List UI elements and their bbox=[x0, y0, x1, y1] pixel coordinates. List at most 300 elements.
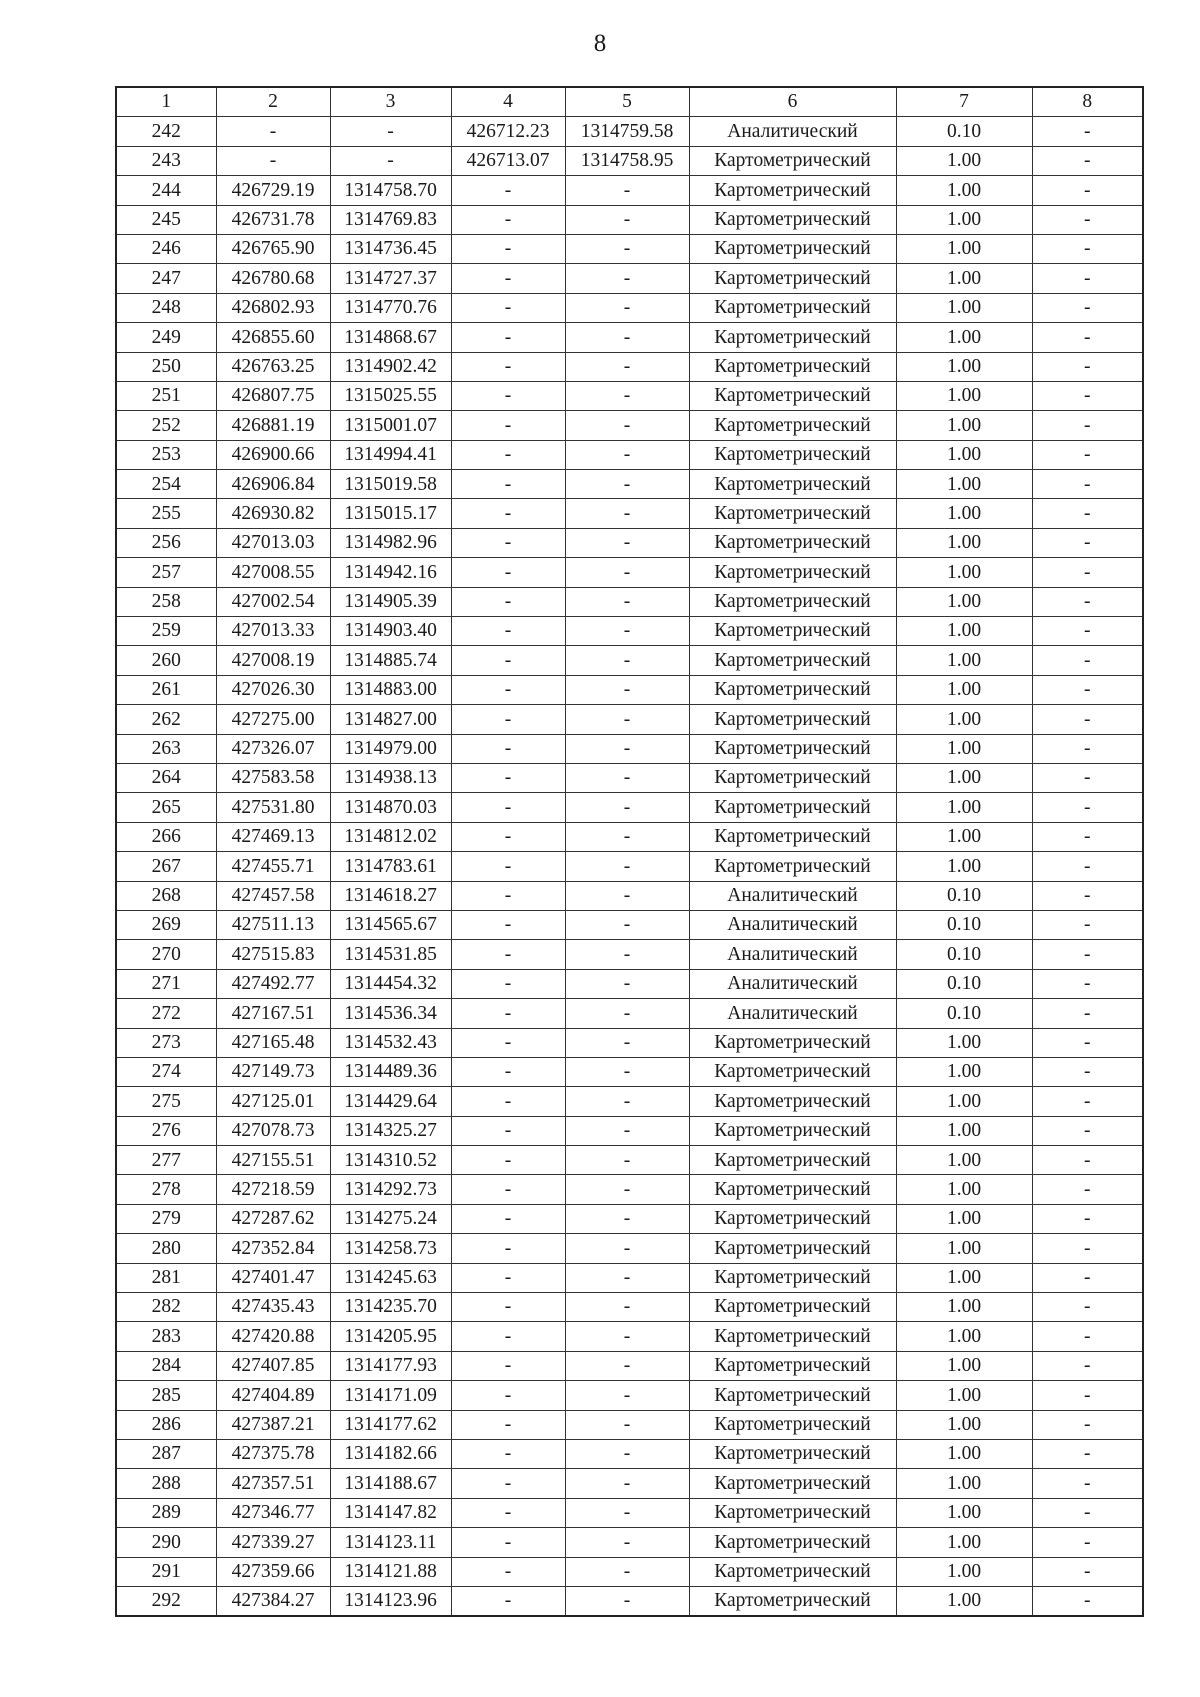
table-cell: 1314429.64 bbox=[330, 1087, 451, 1116]
table-cell: 426780.68 bbox=[216, 264, 330, 293]
table-row bbox=[116, 558, 1143, 587]
table-cell: 261 bbox=[116, 675, 216, 704]
table-cell: - bbox=[451, 940, 565, 969]
table-cell: - bbox=[1032, 1557, 1143, 1586]
table-cell: - bbox=[565, 1351, 689, 1380]
table-cell: - bbox=[451, 1116, 565, 1145]
table-cell: - bbox=[1032, 940, 1143, 969]
table-cell: 1314938.13 bbox=[330, 763, 451, 792]
table-cell: 290 bbox=[116, 1528, 216, 1557]
table-cell: 427008.19 bbox=[216, 646, 330, 675]
table-cell: - bbox=[451, 969, 565, 998]
table-cell: - bbox=[216, 117, 330, 146]
table-row bbox=[116, 646, 1143, 675]
table-row bbox=[116, 910, 1143, 939]
table-cell: 427339.27 bbox=[216, 1528, 330, 1557]
table-cell: 427515.83 bbox=[216, 940, 330, 969]
table-cell: - bbox=[1032, 1204, 1143, 1233]
table-row bbox=[116, 1351, 1143, 1380]
table-cell: - bbox=[1032, 1234, 1143, 1263]
table-cell: Картометрический bbox=[689, 734, 896, 763]
table-cell: 427404.89 bbox=[216, 1381, 330, 1410]
table-cell: 1.00 bbox=[896, 558, 1032, 587]
table-cell: 276 bbox=[116, 1116, 216, 1145]
table-cell: 250 bbox=[116, 352, 216, 381]
table-cell: - bbox=[330, 146, 451, 175]
table-cell: 258 bbox=[116, 587, 216, 616]
table-row bbox=[116, 969, 1143, 998]
table-cell: 426881.19 bbox=[216, 411, 330, 440]
table-cell: 427013.03 bbox=[216, 528, 330, 557]
table-cell: 267 bbox=[116, 852, 216, 881]
table-cell: 427407.85 bbox=[216, 1351, 330, 1380]
table-cell: - bbox=[451, 352, 565, 381]
table-cell: - bbox=[565, 734, 689, 763]
table-cell: - bbox=[1032, 381, 1143, 410]
table-cell: - bbox=[565, 675, 689, 704]
table-cell: Картометрический bbox=[689, 205, 896, 234]
table-row bbox=[116, 411, 1143, 440]
table-cell: - bbox=[565, 264, 689, 293]
table-row bbox=[116, 234, 1143, 263]
table-cell: 1314759.58 bbox=[565, 117, 689, 146]
table-row bbox=[116, 1146, 1143, 1175]
table-cell: - bbox=[1032, 411, 1143, 440]
table-cell: 254 bbox=[116, 470, 216, 499]
table-cell: 427420.88 bbox=[216, 1322, 330, 1351]
table-cell: Картометрический bbox=[689, 528, 896, 557]
table-cell: 427078.73 bbox=[216, 1116, 330, 1145]
table-cell: Картометрический bbox=[689, 646, 896, 675]
table-cell: 1314147.82 bbox=[330, 1498, 451, 1527]
table-row bbox=[116, 587, 1143, 616]
table-cell: Картометрический bbox=[689, 675, 896, 704]
table-cell: 1.00 bbox=[896, 1351, 1032, 1380]
table-cell: 1315001.07 bbox=[330, 411, 451, 440]
table-cell: - bbox=[451, 587, 565, 616]
table-cell: 1.00 bbox=[896, 793, 1032, 822]
table-cell: Картометрический bbox=[689, 617, 896, 646]
table-cell: - bbox=[1032, 852, 1143, 881]
table-cell: - bbox=[1032, 1028, 1143, 1057]
table-cell: - bbox=[451, 675, 565, 704]
table-cell: - bbox=[451, 1557, 565, 1586]
table-row bbox=[116, 1116, 1143, 1145]
table-row bbox=[116, 734, 1143, 763]
table-row bbox=[116, 1469, 1143, 1498]
table-cell: - bbox=[451, 440, 565, 469]
table-cell: - bbox=[1032, 646, 1143, 675]
table-cell: 1314883.00 bbox=[330, 675, 451, 704]
table-cell: 256 bbox=[116, 528, 216, 557]
table-cell: 427387.21 bbox=[216, 1410, 330, 1439]
table-cell: 1314205.95 bbox=[330, 1322, 451, 1351]
table-cell: - bbox=[451, 411, 565, 440]
table-row bbox=[116, 940, 1143, 969]
table-cell: 427357.51 bbox=[216, 1469, 330, 1498]
table-cell: - bbox=[451, 1204, 565, 1233]
page-number: 8 bbox=[593, 30, 607, 57]
table-cell: - bbox=[565, 617, 689, 646]
table-cell: 1.00 bbox=[896, 705, 1032, 734]
table-cell: - bbox=[565, 763, 689, 792]
table-cell: 426807.75 bbox=[216, 381, 330, 410]
table-cell: 271 bbox=[116, 969, 216, 998]
table-cell: 1314994.41 bbox=[330, 440, 451, 469]
table-cell: 1314177.93 bbox=[330, 1351, 451, 1380]
table-cell: 1.00 bbox=[896, 1528, 1032, 1557]
table-cell: - bbox=[451, 646, 565, 675]
table-cell: 1.00 bbox=[896, 264, 1032, 293]
table-cell: 286 bbox=[116, 1410, 216, 1439]
table-row bbox=[116, 1439, 1143, 1468]
table-row bbox=[116, 1087, 1143, 1116]
table-cell: - bbox=[565, 1146, 689, 1175]
table-cell: 1314758.95 bbox=[565, 146, 689, 175]
table-cell: 1.00 bbox=[896, 1057, 1032, 1086]
table-cell: 1314123.96 bbox=[330, 1586, 451, 1616]
table-cell: 1314905.39 bbox=[330, 587, 451, 616]
table-cell: Картометрический bbox=[689, 1116, 896, 1145]
table-cell: - bbox=[565, 176, 689, 205]
table-cell: 426763.25 bbox=[216, 352, 330, 381]
table-cell: 269 bbox=[116, 910, 216, 939]
table-cell: - bbox=[565, 470, 689, 499]
table-cell: - bbox=[1032, 1410, 1143, 1439]
table-cell: 427511.13 bbox=[216, 910, 330, 939]
table-cell: 244 bbox=[116, 176, 216, 205]
table-cell: - bbox=[451, 499, 565, 528]
table-cell: 1.00 bbox=[896, 440, 1032, 469]
table-cell: 1314770.76 bbox=[330, 293, 451, 322]
table-cell: - bbox=[1032, 1293, 1143, 1322]
table-row bbox=[116, 999, 1143, 1028]
table-cell: 1.00 bbox=[896, 1028, 1032, 1057]
table-cell: 1.00 bbox=[896, 470, 1032, 499]
table-cell: - bbox=[1032, 1146, 1143, 1175]
table-cell: 427352.84 bbox=[216, 1234, 330, 1263]
table-cell: 1314489.36 bbox=[330, 1057, 451, 1086]
table-cell: 1.00 bbox=[896, 1439, 1032, 1468]
table-cell: - bbox=[565, 1410, 689, 1439]
table-cell: Картометрический bbox=[689, 1146, 896, 1175]
table-cell: - bbox=[1032, 528, 1143, 557]
table-cell: - bbox=[1032, 264, 1143, 293]
table-cell: Картометрический bbox=[689, 352, 896, 381]
table-row bbox=[116, 1557, 1143, 1586]
table-cell: 1.00 bbox=[896, 146, 1032, 175]
table-cell: Аналитический bbox=[689, 999, 896, 1028]
table-cell: - bbox=[1032, 440, 1143, 469]
table-cell: 1314885.74 bbox=[330, 646, 451, 675]
table-cell: - bbox=[1032, 1586, 1143, 1616]
table-cell: 1314188.67 bbox=[330, 1469, 451, 1498]
table-row bbox=[116, 763, 1143, 792]
table-cell: - bbox=[1032, 117, 1143, 146]
table-cell: 427359.66 bbox=[216, 1557, 330, 1586]
table-cell: 427287.62 bbox=[216, 1204, 330, 1233]
table-row bbox=[116, 264, 1143, 293]
table-cell: - bbox=[565, 1439, 689, 1468]
table-cell: 427275.00 bbox=[216, 705, 330, 734]
table-cell: 249 bbox=[116, 323, 216, 352]
table-cell: Картометрический bbox=[689, 1410, 896, 1439]
table-cell: 1314531.85 bbox=[330, 940, 451, 969]
table-cell: 0.10 bbox=[896, 999, 1032, 1028]
table-cell: 1314258.73 bbox=[330, 1234, 451, 1263]
table-cell: 292 bbox=[116, 1586, 216, 1616]
table-cell: 263 bbox=[116, 734, 216, 763]
table-cell: 1315025.55 bbox=[330, 381, 451, 410]
table-cell: 426906.84 bbox=[216, 470, 330, 499]
table-cell: 427401.47 bbox=[216, 1263, 330, 1292]
table-row bbox=[116, 675, 1143, 704]
table-row bbox=[116, 1586, 1143, 1616]
table-cell: 1314536.34 bbox=[330, 999, 451, 1028]
table-cell: - bbox=[565, 705, 689, 734]
table-cell: 259 bbox=[116, 617, 216, 646]
table-cell: 1314121.88 bbox=[330, 1557, 451, 1586]
table-cell: - bbox=[451, 1263, 565, 1292]
table-cell: - bbox=[1032, 1381, 1143, 1410]
table-cell: - bbox=[1032, 323, 1143, 352]
table-cell: 1314903.40 bbox=[330, 617, 451, 646]
table-cell: - bbox=[451, 1234, 565, 1263]
table-cell: Картометрический bbox=[689, 763, 896, 792]
table-cell: 426930.82 bbox=[216, 499, 330, 528]
table-cell: 1.00 bbox=[896, 234, 1032, 263]
table-cell: - bbox=[451, 1146, 565, 1175]
table-cell: 1.00 bbox=[896, 176, 1032, 205]
table-cell: 246 bbox=[116, 234, 216, 263]
table-cell: - bbox=[451, 881, 565, 910]
table-cell: - bbox=[1032, 1175, 1143, 1204]
table-cell: - bbox=[565, 1204, 689, 1233]
table-cell: 281 bbox=[116, 1263, 216, 1292]
table-cell: Аналитический bbox=[689, 940, 896, 969]
table-cell: Картометрический bbox=[689, 705, 896, 734]
table-cell: Картометрический bbox=[689, 470, 896, 499]
table-cell: - bbox=[565, 1498, 689, 1527]
table-cell: 1.00 bbox=[896, 411, 1032, 440]
table-cell: 1314177.62 bbox=[330, 1410, 451, 1439]
table-cell: Картометрический bbox=[689, 1469, 896, 1498]
table-cell: 1314783.61 bbox=[330, 852, 451, 881]
table-cell: - bbox=[1032, 617, 1143, 646]
table-cell: - bbox=[451, 1351, 565, 1380]
table-cell: 427167.51 bbox=[216, 999, 330, 1028]
column-header: 6 bbox=[689, 87, 896, 117]
table-cell: 427492.77 bbox=[216, 969, 330, 998]
table-row bbox=[116, 323, 1143, 352]
table-cell: 264 bbox=[116, 763, 216, 792]
table-cell: - bbox=[1032, 1498, 1143, 1527]
table-cell: 245 bbox=[116, 205, 216, 234]
table-cell: - bbox=[565, 528, 689, 557]
table-cell: 427457.58 bbox=[216, 881, 330, 910]
table-cell: 1314902.42 bbox=[330, 352, 451, 381]
table-cell: - bbox=[1032, 558, 1143, 587]
table-cell: - bbox=[565, 587, 689, 616]
table-cell: 1.00 bbox=[896, 1204, 1032, 1233]
table-cell: Картометрический bbox=[689, 822, 896, 851]
table-cell: - bbox=[451, 1410, 565, 1439]
table-cell: 1314942.16 bbox=[330, 558, 451, 587]
table-cell: - bbox=[451, 763, 565, 792]
table-cell: 0.10 bbox=[896, 881, 1032, 910]
table-cell: - bbox=[565, 1028, 689, 1057]
table-cell: 1314870.03 bbox=[330, 793, 451, 822]
table-row bbox=[116, 1322, 1143, 1351]
table-row bbox=[116, 1234, 1143, 1263]
table-row bbox=[116, 117, 1143, 146]
table-cell: 426855.60 bbox=[216, 323, 330, 352]
table-cell: - bbox=[565, 1263, 689, 1292]
table-cell: 262 bbox=[116, 705, 216, 734]
table-cell: - bbox=[451, 705, 565, 734]
table-cell: 272 bbox=[116, 999, 216, 1028]
column-header: 1 bbox=[116, 87, 216, 117]
table-cell: - bbox=[451, 293, 565, 322]
table-cell: Картометрический bbox=[689, 1439, 896, 1468]
table-cell: 427002.54 bbox=[216, 587, 330, 616]
table-cell: 1314245.63 bbox=[330, 1263, 451, 1292]
table-row bbox=[116, 293, 1143, 322]
table-cell: - bbox=[565, 558, 689, 587]
table-cell: - bbox=[1032, 293, 1143, 322]
table-cell: 1314758.70 bbox=[330, 176, 451, 205]
table-cell: 1.00 bbox=[896, 1557, 1032, 1586]
table-cell: - bbox=[565, 293, 689, 322]
table-cell: 1.00 bbox=[896, 352, 1032, 381]
table-cell: - bbox=[451, 234, 565, 263]
table-cell: - bbox=[1032, 969, 1143, 998]
table-cell: Картометрический bbox=[689, 1234, 896, 1263]
table-cell: - bbox=[451, 793, 565, 822]
table-cell: 1314310.52 bbox=[330, 1146, 451, 1175]
table-cell: - bbox=[1032, 1439, 1143, 1468]
table-cell: Картометрический bbox=[689, 587, 896, 616]
table-row bbox=[116, 617, 1143, 646]
table-cell: Аналитический bbox=[689, 910, 896, 939]
table-cell: 426731.78 bbox=[216, 205, 330, 234]
table-cell: - bbox=[565, 646, 689, 675]
table-body bbox=[116, 117, 1143, 1616]
table-cell: - bbox=[1032, 352, 1143, 381]
table-cell: Картометрический bbox=[689, 852, 896, 881]
table-cell: Картометрический bbox=[689, 381, 896, 410]
table-cell: - bbox=[565, 205, 689, 234]
table-row bbox=[116, 1293, 1143, 1322]
table-cell: 427384.27 bbox=[216, 1586, 330, 1616]
table-row bbox=[116, 381, 1143, 410]
table-cell: Картометрический bbox=[689, 1057, 896, 1086]
table-row bbox=[116, 1498, 1143, 1527]
table-cell: - bbox=[1032, 910, 1143, 939]
table-cell: 1314532.43 bbox=[330, 1028, 451, 1057]
table-row bbox=[116, 1263, 1143, 1292]
table-cell: 1314325.27 bbox=[330, 1116, 451, 1145]
table-row bbox=[116, 1175, 1143, 1204]
table-cell: 287 bbox=[116, 1439, 216, 1468]
table-row bbox=[116, 1204, 1143, 1233]
table-cell: Картометрический bbox=[689, 293, 896, 322]
table-cell: 427026.30 bbox=[216, 675, 330, 704]
table-cell: 427455.71 bbox=[216, 852, 330, 881]
table-cell: - bbox=[451, 617, 565, 646]
table-cell: 1.00 bbox=[896, 1410, 1032, 1439]
table-cell: - bbox=[565, 999, 689, 1028]
table-cell: - bbox=[565, 381, 689, 410]
table-cell: - bbox=[1032, 734, 1143, 763]
table-cell: - bbox=[565, 1469, 689, 1498]
table-cell: 1314727.37 bbox=[330, 264, 451, 293]
table-cell: - bbox=[1032, 1087, 1143, 1116]
table-cell: 1.00 bbox=[896, 734, 1032, 763]
table-cell: 427008.55 bbox=[216, 558, 330, 587]
table-cell: 427346.77 bbox=[216, 1498, 330, 1527]
table-cell: Картометрический bbox=[689, 440, 896, 469]
table-cell: - bbox=[451, 1498, 565, 1527]
header-row bbox=[116, 87, 1143, 117]
table-cell: Картометрический bbox=[689, 499, 896, 528]
table-cell: - bbox=[1032, 1057, 1143, 1086]
table-cell: Картометрический bbox=[689, 1293, 896, 1322]
table-cell: 427375.78 bbox=[216, 1439, 330, 1468]
table-cell: 1.00 bbox=[896, 1146, 1032, 1175]
table-cell: 426713.07 bbox=[451, 146, 565, 175]
table-row bbox=[116, 440, 1143, 469]
table-cell: 1314812.02 bbox=[330, 822, 451, 851]
table-cell: - bbox=[1032, 587, 1143, 616]
table-cell: 1.00 bbox=[896, 1087, 1032, 1116]
table-cell: - bbox=[1032, 1322, 1143, 1351]
table-cell: 270 bbox=[116, 940, 216, 969]
table-cell: - bbox=[451, 470, 565, 499]
table-cell: - bbox=[565, 822, 689, 851]
table-cell: Картометрический bbox=[689, 1381, 896, 1410]
table-cell: 1.00 bbox=[896, 381, 1032, 410]
table-cell: 1315019.58 bbox=[330, 470, 451, 499]
table-cell: 1314868.67 bbox=[330, 323, 451, 352]
table-row bbox=[116, 822, 1143, 851]
table-cell: 427165.48 bbox=[216, 1028, 330, 1057]
column-header: 5 bbox=[565, 87, 689, 117]
table-cell: - bbox=[1032, 146, 1143, 175]
table-cell: - bbox=[1032, 1469, 1143, 1498]
table-cell: - bbox=[1032, 205, 1143, 234]
table-cell: 1.00 bbox=[896, 1586, 1032, 1616]
table-cell: 1.00 bbox=[896, 1469, 1032, 1498]
table-cell: 1.00 bbox=[896, 1175, 1032, 1204]
table-cell: - bbox=[565, 1175, 689, 1204]
column-header: 4 bbox=[451, 87, 565, 117]
table-cell: - bbox=[451, 1087, 565, 1116]
table-cell: - bbox=[451, 1293, 565, 1322]
table-cell: 291 bbox=[116, 1557, 216, 1586]
table-cell: 1314292.73 bbox=[330, 1175, 451, 1204]
table-cell: 257 bbox=[116, 558, 216, 587]
table-cell: 0.10 bbox=[896, 969, 1032, 998]
table-cell: Картометрический bbox=[689, 176, 896, 205]
table-cell: 265 bbox=[116, 793, 216, 822]
table-row bbox=[116, 705, 1143, 734]
table-cell: - bbox=[451, 1381, 565, 1410]
table-cell: 1.00 bbox=[896, 323, 1032, 352]
table-cell: - bbox=[565, 1087, 689, 1116]
table-cell: 274 bbox=[116, 1057, 216, 1086]
table-cell: Аналитический bbox=[689, 881, 896, 910]
